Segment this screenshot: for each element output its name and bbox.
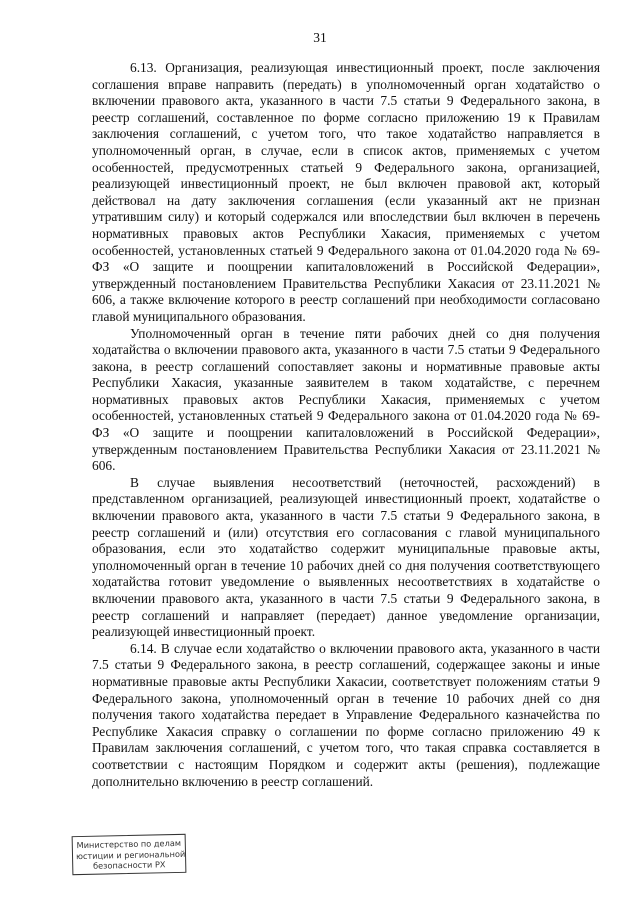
- ministry-stamp: [72, 834, 187, 875]
- page-number: 31: [313, 30, 327, 45]
- paragraph-discrepancies: В случае выявления несоответствий (неточностей, расхождений) в представленном организацией, реализующей инвестиционный проект, ходатайстве о включении правового акта, указанного в части 7.5 статьи 9 Федерального закона, в реестр соглашений и (или) отсутствия его согласования с главой муниципального образования, если это ходатайство содержит муниципальные правовые акты, уполномоченный орган в течение 10 рабочих дней со дня получения соответствующего ходатайства готовит уведомление о выявленных несоответствиях в ходатайстве о включении правового акта, указанного в части 7.5 статьи 9 Федерального закона, в реестр соглашений и направляет (передает) данное уведомление организации, реализующей инвестиционный проект.: [92, 474, 600, 640]
- stamp-line-3: безопасности РХ: [92, 859, 166, 871]
- document-body: [92, 60, 600, 790]
- stamp-line-1: Министерство по делам: [76, 837, 182, 851]
- paragraph-6-13: 6.13. Организация, реализующая инвестиционный проект, после заключения соглашения вправе направить (передать) в уполномоченный орган ходатайство о включении правового акта, указанного в части 7.5 статьи 9 Федерального закона, в реестр соглашений, составленное по форме согласно приложению 19 к Правилам заключения соглашений, с учетом того, что такое ходатайство направляется в уполномоченный орган, в случае, если в список актов, применяемых с учетом особенностей, предусмотренных статьей 9 Федерального закона, организацией, реализующей инвестиционный проект, не был включен правовой акт, который действовал на дату заключения соглашения (если указанный акт не признан утратившим силу) и который содержался или впоследствии был включен в перечень нормативных правовых актов Республики Хакасия, применяемых с учетом особенностей, установленных статьей 9 Федерального закона от 01.04.2020 года № 69-ФЗ «О защите и поощрении капиталовложений в Российской Федерации», утвержденный постановлением Правительства Республики Хакасия от 23.11.2021 № 606, а также включение которого в реестр соглашений при необходимости согласовано главой муниципального образования.: [92, 60, 600, 324]
- paragraph-6-14: 6.14. В случае если ходатайство о включении правового акта, указанного в части 7.5 статьи 9 Федерального закона, в реестр соглашений, содержащее законы и иные нормативные правовые акты Республики Хакасии, соответствует положениям статьи 9 Федерального закона, уполномоченный орган в течение 10 рабочих дней со дня получения такого ходатайства передает в Управление Федерального казначейства по Республике Хакасия справку о соглашении по форме согласно приложению 49 к Правилам заключения соглашений, с учетом того, что такая справка составляется в соответствии с настоящим Порядком и содержит акты (решения), подлежащие дополнительно включению в реестр соглашений.: [92, 640, 600, 789]
- paragraph-authorized-body-review: Уполномоченный орган в течение пяти рабочих дней со дня получения ходатайства о включении правового акта, указанного в части 7.5 статьи 9 Федерального закона, в реестр соглашений сопоставляет законы и нормативные правовые акты Республики Хакасия, указанные заявителем в таком ходатайстве, с перечнем нормативных правовых актов Республики Хакасия, применяемых с учетом особенностей, установленных статьей 9 Федерального закона от 01.04.2020 года № 69-ФЗ «О защите и поощрении капиталовложений в Российской Федерации», утвержденным постановлением Правительства Республики Хакасия от 23.11.2021 № 606.: [92, 325, 600, 474]
- stamp-line-2: юстиции и региональной: [75, 848, 186, 861]
